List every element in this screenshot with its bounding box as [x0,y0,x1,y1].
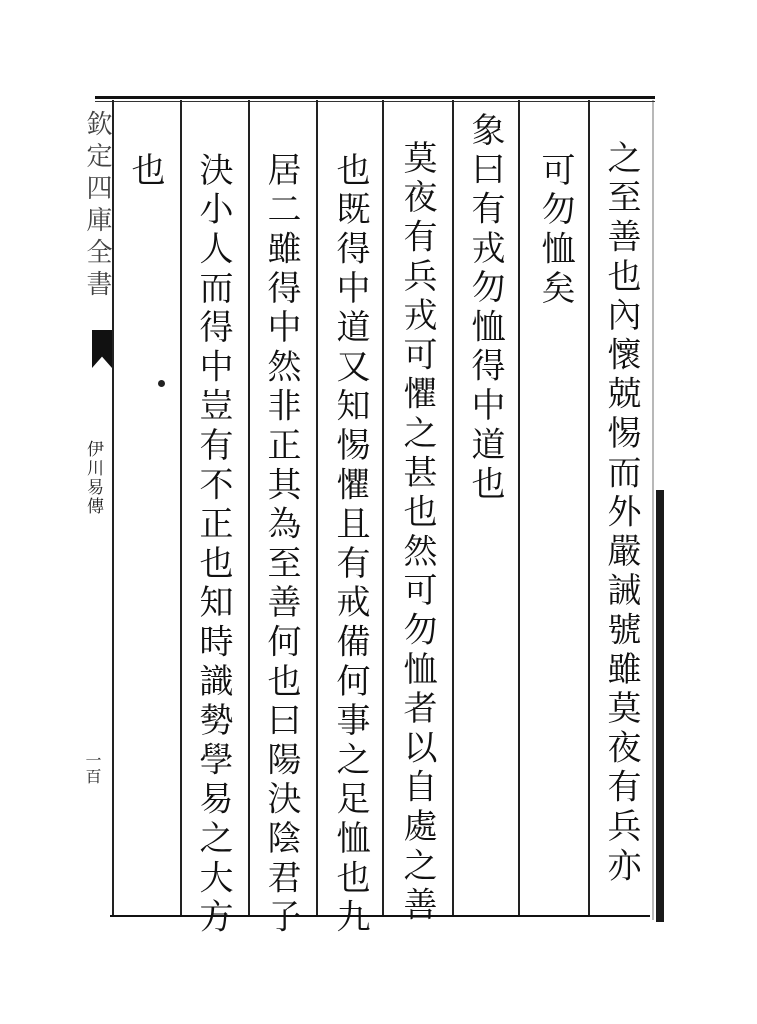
column-divider [316,100,318,915]
ink-dot [158,380,165,387]
column-divider [382,100,384,915]
text-column-4: 莫夜有兵戎可懼之甚也然可勿恤者以自處之善 [397,140,437,926]
text-column-8: 也 [125,152,165,192]
frame-bottom-border [110,915,650,917]
column-divider [452,100,454,915]
fish-tail-mark [92,330,112,368]
text-column-1: 之至善也內懷兢惕而外嚴誡號雖莫夜有兵亦 [601,140,641,887]
column-divider [248,100,250,915]
text-column-5: 也既得中道又知惕懼且有戒備何事之足恤也九 [330,152,370,938]
scan-shadow [656,490,664,922]
column-divider [588,100,590,915]
column-divider [112,100,114,915]
column-divider [180,100,182,915]
text-column-7: 決小人而得中豈有不正也知時識勢學易之大方 [193,152,233,938]
margin-title: 欽定四庫全書 [82,110,112,302]
margin-book-title: 伊川易傳 [83,440,103,516]
frame-top-border-inner [95,101,655,102]
text-column-3: 象曰有戎勿恤得中道也 [465,112,505,505]
column-divider [518,100,520,915]
text-column-2: 可勿恤矣 [535,152,575,310]
text-column-6: 居二雖得中然非正其為至善何也曰陽決陰君子 [261,152,301,938]
margin-page-number: 一百 [83,752,102,784]
scan-edge-line [652,100,654,920]
frame-top-border [95,96,655,99]
